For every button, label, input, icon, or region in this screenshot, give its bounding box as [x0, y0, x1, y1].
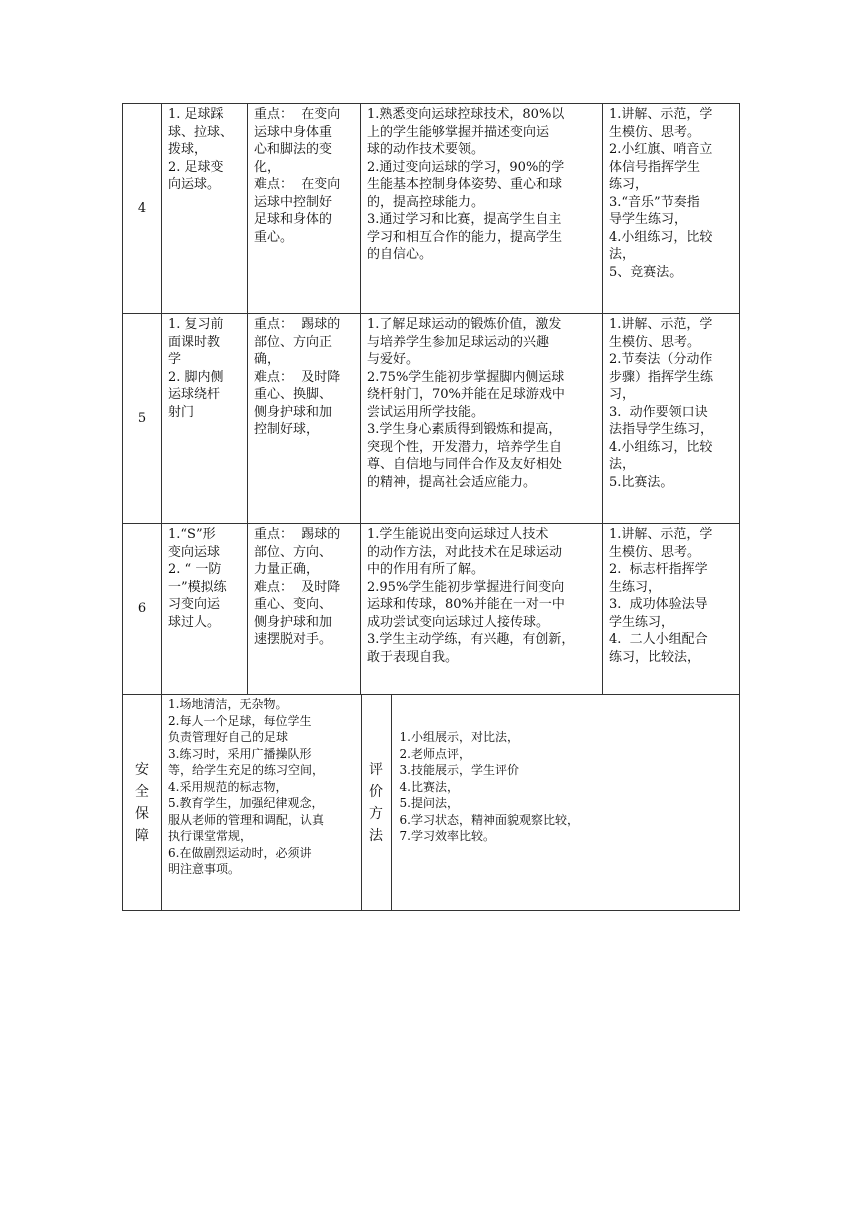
text-line: 2. 足球变: [168, 159, 224, 175]
text-line: 突现个性，开发潜力，培养学生自: [367, 439, 563, 455]
text-line: 练习，: [609, 177, 649, 192]
methods-cell: [603, 524, 740, 695]
methods-list: [603, 314, 739, 493]
text-line: 1.讲解、示范，学: [609, 317, 713, 332]
text-line: 面课时教: [168, 334, 221, 350]
table-row: [123, 524, 740, 695]
focus-list: [248, 314, 360, 441]
text-line: 尝试运用所学技能。: [367, 404, 485, 420]
lesson-number: 6: [137, 601, 147, 617]
text-line: 3. 动作要领口诀: [609, 404, 708, 420]
text-line: 2.节奏法（分动作: [609, 352, 713, 367]
text-line: 6.在做剧烈运动时，必须讲: [168, 845, 312, 860]
safety-label-cell: [123, 695, 162, 911]
text-line: 难点： 在变向: [254, 177, 341, 192]
text-line: 重心、变向、: [254, 597, 333, 612]
text-line: 1.学生能说出变向运球过人技术: [367, 527, 549, 542]
content-cell: [162, 524, 248, 695]
text-line: 7.学习效率比较。: [399, 829, 495, 843]
text-line: 生模仿、思考。: [609, 334, 701, 350]
text-line: 3.学生身心素质得到锻炼和提高，: [367, 422, 562, 437]
text-line: 重点： 踢球的: [254, 317, 341, 332]
text-line: 射门: [168, 404, 195, 420]
text-line: 负责管理好自己的足球: [168, 730, 289, 744]
safety-items: [162, 695, 361, 880]
text-line: 执行课堂常规，: [168, 829, 253, 843]
text-line: 运球中控制好: [254, 194, 333, 210]
content-list: [162, 314, 247, 423]
safety-label: [123, 759, 161, 847]
text-line: 习变向运: [168, 597, 221, 612]
text-line: 2.95%学生能初步掌握进行间变向: [367, 579, 565, 595]
text-line: 的，提高控球能力。: [367, 194, 485, 210]
text-line: 学习和相互合作的能力，提高学生: [367, 229, 563, 245]
text-line: 3.“音乐”节奏指: [609, 194, 700, 210]
text-line: 1.讲解、示范，学: [609, 107, 713, 122]
methods-list: [603, 104, 739, 283]
text-line: 学生练习，: [609, 614, 675, 630]
text-line: 1. 足球踩: [168, 107, 224, 122]
content-list: [162, 524, 247, 633]
goals-list: [361, 104, 602, 266]
text-line: 导学生练习，: [609, 212, 688, 227]
text-line: 2. 标志杆指挥学: [609, 562, 708, 577]
methods-list: [603, 524, 739, 668]
label-char: 障: [135, 827, 149, 844]
label-char: 法: [369, 827, 383, 844]
lesson-number: 5: [137, 410, 147, 426]
text-line: 侧身护球和加: [254, 404, 333, 420]
text-line: 2.老师点评，: [399, 746, 471, 761]
text-line: 部位、方向正: [254, 334, 333, 350]
text-line: 4.采用规范的标志物，: [168, 779, 288, 794]
text-line: 5、竞赛法。: [609, 264, 683, 280]
text-line: 运球中身体重: [254, 124, 333, 140]
text-line: 球过人。: [168, 614, 221, 630]
text-line: 1.讲解、示范，学: [609, 527, 713, 542]
text-line: 向运球。: [168, 177, 221, 192]
label-char: 保: [135, 805, 149, 822]
text-line: 2.通过变向运球的学习，90%的学: [367, 159, 565, 175]
text-line: 1.了解足球运动的锻炼价值，激发: [367, 317, 562, 332]
text-line: 心和脚法的变: [254, 142, 333, 157]
text-line: 3. 成功体验法导: [609, 597, 708, 612]
text-line: 难点： 及时降: [254, 369, 341, 385]
lesson-number-cell: [123, 314, 162, 524]
focus-cell: [248, 314, 361, 524]
text-line: 等，给学生充足的练习空间，: [168, 763, 325, 777]
lesson-number-cell: [123, 104, 162, 314]
goals-cell: [361, 314, 603, 524]
text-line: 5.提问法，: [399, 796, 459, 810]
text-line: 确，: [254, 352, 281, 367]
focus-cell: [248, 524, 361, 695]
goals-cell: [361, 524, 603, 695]
text-line: 上的学生能够掌握并描述变向运: [367, 124, 550, 140]
text-line: 步骤）指挥学生练: [609, 369, 714, 385]
text-line: 敢于表现自我。: [367, 649, 459, 665]
text-line: 习，: [609, 387, 636, 402]
text-line: 生模仿、思考。: [609, 544, 701, 560]
text-line: 与培养学生参加足球运动的兴趣: [367, 334, 550, 350]
content-cell: [162, 104, 248, 314]
text-line: 3.通过学习和比赛，提高学生自主: [367, 212, 562, 227]
label-char: 全: [135, 783, 149, 800]
text-line: 绕杆射门，70%并能在足球游戏中: [367, 387, 565, 402]
table-row: [123, 314, 740, 524]
text-line: 4.小组练习，比较: [609, 229, 713, 245]
text-line: 法，: [609, 247, 636, 262]
text-line: 3.学生主动学练，有兴趣，有创新，: [367, 632, 575, 647]
text-line: 法指导学生练习，: [609, 422, 714, 437]
text-line: 运球和传球，80%并能在一对一中: [367, 597, 565, 612]
text-line: 4. 二人小组配合: [609, 632, 708, 647]
text-line: 重点： 踢球的: [254, 527, 341, 542]
evaluation-items: [392, 695, 740, 847]
text-line: 速摆脱对手。: [254, 632, 333, 647]
text-line: 1.“S”形: [168, 527, 216, 542]
text-line: 化，: [254, 159, 281, 175]
text-line: 1. 复习前: [168, 317, 224, 332]
text-line: 球、拉球、: [168, 124, 234, 140]
text-line: 生模仿、思考。: [609, 124, 701, 140]
text-line: 体信号指挥学生: [609, 159, 701, 175]
text-line: 生能基本控制身体姿势、重心和球: [367, 177, 563, 192]
text-line: 重心、换脚、: [254, 387, 333, 402]
text-line: 学: [168, 352, 182, 367]
label-char: 价: [369, 783, 383, 800]
content-list: [162, 104, 247, 196]
text-line: 服从老师的管理和调配，认真: [168, 812, 325, 827]
text-line: 足球和身体的: [254, 212, 333, 227]
text-line: 侧身护球和加: [254, 614, 333, 630]
text-line: 拨球，: [168, 142, 208, 157]
label-char: 评: [369, 761, 383, 778]
goals-list: [361, 314, 602, 493]
text-line: 2.每人一个足球，每位学生: [168, 713, 312, 728]
goals-cell: [361, 104, 603, 314]
table-row: [123, 104, 740, 314]
text-line: 一”模拟练: [168, 579, 227, 595]
text-line: 的自信心。: [367, 247, 433, 262]
lesson-plan-table: [122, 103, 740, 911]
text-line: 生练习，: [609, 579, 662, 595]
text-line: 1.熟悉变向运球控球技术，80%以: [367, 107, 565, 122]
text-line: 法，: [609, 457, 636, 472]
label-char: 方: [369, 805, 383, 822]
text-line: 的精神，提高社会适应能力。: [367, 474, 537, 490]
text-line: 力量正确，: [254, 562, 320, 577]
text-line: 重点： 在变向: [254, 107, 341, 122]
text-line: 中的作用有所了解。: [367, 562, 485, 577]
focus-list: [248, 524, 360, 651]
text-line: 成功尝试变向运球过人接传球。: [367, 614, 550, 630]
lesson-number: 4: [137, 200, 147, 216]
text-line: 6.学习状态，精神面貌观察比较，: [399, 812, 579, 827]
evaluation-label: [362, 759, 391, 847]
text-line: 1.场地清洁，无杂物。: [168, 697, 288, 711]
text-line: 与爱好。: [367, 352, 420, 367]
text-line: 1.小组展示，对比法，: [399, 730, 519, 744]
lesson-number-cell: [123, 524, 162, 695]
text-line: 尊、自信地与同伴合作及友好相处: [367, 457, 563, 472]
text-line: 2.75%学生能初步掌握脚内侧运球: [367, 369, 565, 385]
text-line: 球的动作技术要领。: [367, 142, 485, 157]
text-line: 5.比赛法。: [609, 474, 674, 490]
text-line: 3.技能展示，学生评价: [399, 763, 519, 777]
focus-list: [248, 104, 360, 248]
text-line: 难点： 及时降: [254, 579, 341, 595]
safety-eval-table: [162, 695, 739, 910]
methods-cell: [603, 104, 740, 314]
safety-eval-cell: [162, 695, 740, 911]
evaluation-items-cell: [391, 695, 739, 910]
text-line: 部位、方向、: [254, 544, 333, 560]
text-line: 重心。: [254, 229, 294, 245]
focus-cell: [248, 104, 361, 314]
safety-items-cell: [162, 695, 361, 910]
text-line: 明注意事项。: [168, 862, 241, 876]
text-line: 运球绕杆: [168, 387, 221, 402]
text-line: 控制好球，: [254, 422, 320, 437]
goals-list: [361, 524, 602, 668]
label-char: 安: [135, 761, 149, 778]
evaluation-label-cell: [361, 695, 391, 910]
methods-cell: [603, 314, 740, 524]
text-line: 2.小红旗、哨音立: [609, 142, 713, 157]
text-line: 2. 脚内侧: [168, 369, 224, 385]
text-line: 的动作方法，对此技术在足球运动: [367, 544, 563, 560]
content-cell: [162, 314, 248, 524]
text-line: 练习，比较法，: [609, 649, 701, 665]
table-row-safety: [123, 695, 740, 911]
text-line: 4.小组练习，比较: [609, 439, 713, 455]
text-line: 变向运球: [168, 544, 221, 560]
text-line: 5.教育学生，加强纪律观念，: [168, 796, 324, 810]
text-line: 4.比赛法，: [399, 779, 459, 794]
text-line: 3.练习时，采用广播操队形: [168, 746, 312, 761]
text-line: 2. “ 一防: [168, 562, 222, 577]
